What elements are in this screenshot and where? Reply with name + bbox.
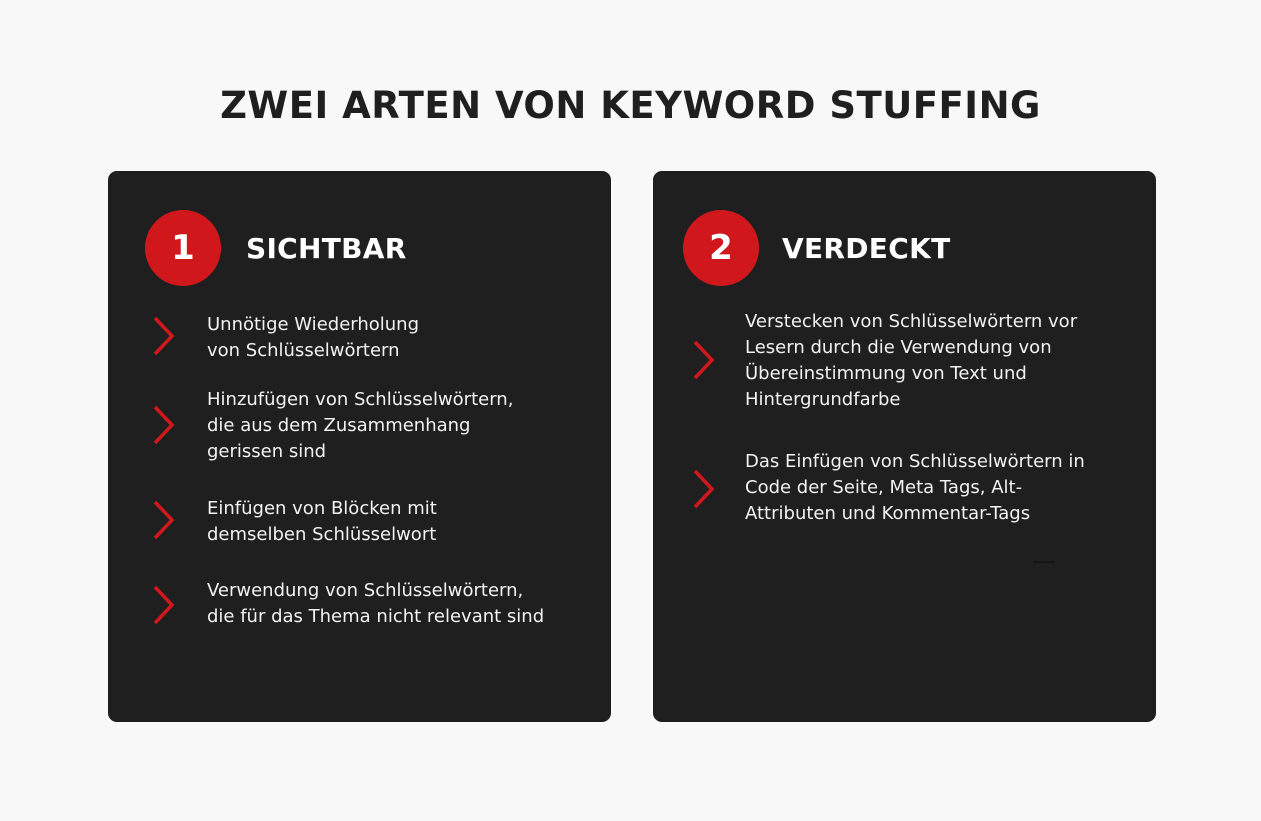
chevron-right-icon — [150, 584, 176, 626]
number-badge: 2 — [683, 210, 759, 286]
chevron-right-icon — [150, 315, 176, 357]
card-verdeckt — [653, 171, 1156, 722]
chevron-right-icon — [690, 339, 716, 381]
decorative-mark — [1033, 561, 1055, 563]
list-item-text: Das Einfügen von Schlüsselwörtern in Code der Seite, Meta Tags, Alt- Attributen und Kommentar-Tags — [745, 451, 1085, 524]
page-title: ZWEI ARTEN VON KEYWORD STUFFING — [220, 84, 1041, 127]
number-badge: 1 — [145, 210, 221, 286]
list-item-text: Verwendung von Schlüsselwörtern, die für das Thema nicht relevant sind — [207, 580, 545, 627]
list-item-text: Unnötige Wiederholung von Schlüsselwörtern — [207, 314, 420, 361]
chevron-right-icon — [690, 468, 716, 510]
list-item-text: Einfügen von Blöcken mit demselben Schlüsselwort — [207, 498, 437, 545]
chevron-right-icon — [150, 404, 176, 446]
chevron-right-icon — [150, 499, 176, 541]
list-item-text: Hinzufügen von Schlüsselwörtern, die aus dem Zusammenhang gerissen sind — [207, 389, 514, 462]
list-item-text: Verstecken von Schlüsselwörtern vor Lesern durch die Verwendung von Übereinstimmung von Text und Hintergrundfarbe — [745, 311, 1078, 410]
card-heading: VERDECKT — [782, 232, 951, 265]
card-heading: SICHTBAR — [246, 232, 407, 265]
card-sichtbar — [108, 171, 611, 722]
